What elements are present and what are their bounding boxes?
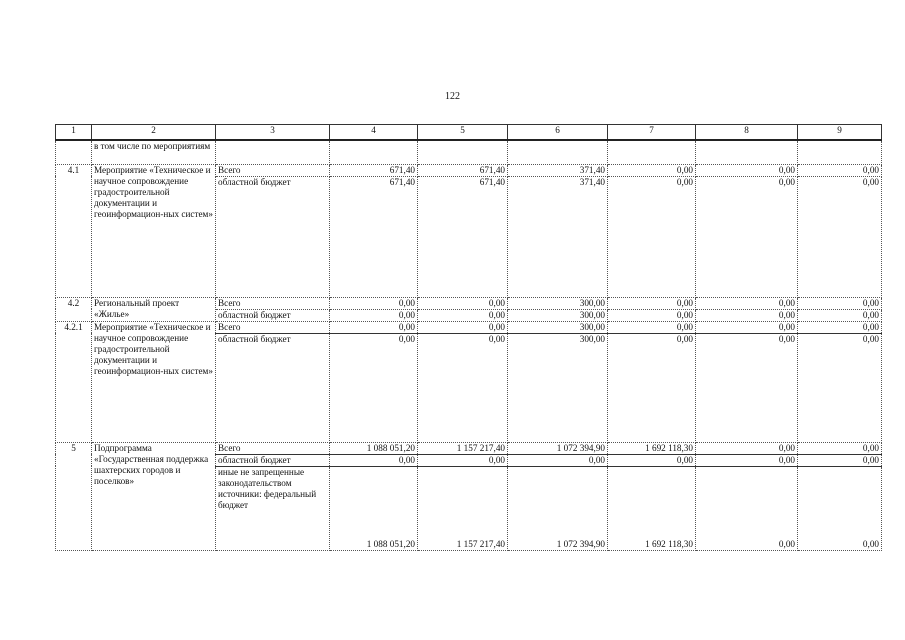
funding-source: Всего xyxy=(216,164,330,176)
value-cell: 0,00 xyxy=(330,454,418,466)
value-cell: 300,00 xyxy=(508,333,608,442)
column-header: 9 xyxy=(798,125,882,141)
value-cell: 0,00 xyxy=(798,176,882,297)
table-row xyxy=(56,140,882,164)
value-cell: 1 157 217,40 xyxy=(418,466,508,550)
value-cell: 0,00 xyxy=(508,454,608,466)
value-cell: 0,00 xyxy=(798,466,882,550)
value-cell: 0,00 xyxy=(696,309,798,321)
column-header: 6 xyxy=(508,125,608,141)
value-cell: 0,00 xyxy=(608,309,696,321)
row-name: в том числе по мероприятиям xyxy=(92,140,216,164)
value-cell: 671,40 xyxy=(418,164,508,176)
column-header: 8 xyxy=(696,125,798,141)
value-cell: 1 088 051,20 xyxy=(330,442,418,454)
column-header: 1 xyxy=(56,125,92,141)
value-cell: 0,00 xyxy=(798,297,882,309)
value-cell: 671,40 xyxy=(330,164,418,176)
row-number: 5 xyxy=(56,442,92,550)
value-cell: 0,00 xyxy=(798,309,882,321)
value-cell: 300,00 xyxy=(508,309,608,321)
value-cell: 371,40 xyxy=(508,164,608,176)
column-header: 7 xyxy=(608,125,696,141)
value-cell: 0,00 xyxy=(798,442,882,454)
row-name: Подпрограмма «Государственная поддержка шахтерских городов и поселков» xyxy=(92,442,216,550)
value-cell: 1 692 118,30 xyxy=(608,466,696,550)
value-cell: 0,00 xyxy=(608,321,696,333)
row-number xyxy=(56,140,92,164)
funding-source: областной бюджет xyxy=(216,176,330,297)
value-cell: 0,00 xyxy=(418,333,508,442)
column-header: 5 xyxy=(418,125,508,141)
value-cell: 0,00 xyxy=(608,176,696,297)
funding-source: Всего xyxy=(216,442,330,454)
value-cell: 1 157 217,40 xyxy=(418,442,508,454)
row-number: 4.2 xyxy=(56,297,92,321)
value-cell: 1 072 394,90 xyxy=(508,442,608,454)
value-cell: 0,00 xyxy=(418,321,508,333)
value-cell: 0,00 xyxy=(798,164,882,176)
value-cell: 0,00 xyxy=(798,321,882,333)
value-cell: 0,00 xyxy=(608,454,696,466)
value-cell: 671,40 xyxy=(330,176,418,297)
value-cell: 0,00 xyxy=(330,321,418,333)
row-name: Региональный проект «Жилье» xyxy=(92,297,216,321)
value-cell: 0,00 xyxy=(418,297,508,309)
value-cell: 300,00 xyxy=(508,321,608,333)
value-cell: 0,00 xyxy=(798,333,882,442)
value-cell: 1 088 051,20 xyxy=(330,466,418,550)
value-cell: 0,00 xyxy=(608,164,696,176)
table-row xyxy=(56,297,882,309)
value-cell: 0,00 xyxy=(696,466,798,550)
value-cell: 1 692 118,30 xyxy=(608,442,696,454)
row-name: Мероприятие «Техническое и научное сопровождение градостроительной документации и геоинформацион-ных систем» xyxy=(92,321,216,442)
funding-source: областной бюджет xyxy=(216,333,330,442)
funding-source: областной бюджет xyxy=(216,454,330,466)
value-cell: 0,00 xyxy=(696,442,798,454)
funding-source: иные не запрещенные законодательством источники: федеральный бюджет xyxy=(216,466,330,550)
value-cell: 0,00 xyxy=(696,297,798,309)
value-cell: 0,00 xyxy=(418,309,508,321)
value-cell: 0,00 xyxy=(696,321,798,333)
value-cell: 0,00 xyxy=(608,333,696,442)
value-cell: 0,00 xyxy=(608,297,696,309)
row-number: 4.2.1 xyxy=(56,321,92,442)
value-cell: 0,00 xyxy=(418,454,508,466)
value-cell: 0,00 xyxy=(330,333,418,442)
value-cell: 0,00 xyxy=(696,333,798,442)
value-cell: 300,00 xyxy=(508,297,608,309)
table-row xyxy=(56,321,882,333)
funding-source: Всего xyxy=(216,297,330,309)
funding-source: областной бюджет xyxy=(216,309,330,321)
column-header: 4 xyxy=(330,125,418,141)
value-cell: 371,40 xyxy=(508,176,608,297)
row-name: Мероприятие «Техническое и научное сопровождение градостроительной документации и геоинформацион-ных систем» xyxy=(92,164,216,297)
value-cell: 0,00 xyxy=(696,164,798,176)
table-row xyxy=(56,442,882,454)
row-number: 4.1 xyxy=(56,164,92,297)
funding-source: Всего xyxy=(216,321,330,333)
value-cell: 0,00 xyxy=(696,176,798,297)
budget-table xyxy=(55,124,882,551)
value-cell: 0,00 xyxy=(330,297,418,309)
value-cell: 0,00 xyxy=(330,309,418,321)
value-cell: 0,00 xyxy=(696,454,798,466)
column-header: 2 xyxy=(92,125,216,141)
value-cell: 0,00 xyxy=(798,454,882,466)
column-header: 3 xyxy=(216,125,330,141)
value-cell: 1 072 394,90 xyxy=(508,466,608,550)
table-row xyxy=(56,164,882,176)
value-cell: 671,40 xyxy=(418,176,508,297)
header-row xyxy=(56,125,882,141)
page-number: 122 xyxy=(445,91,460,102)
